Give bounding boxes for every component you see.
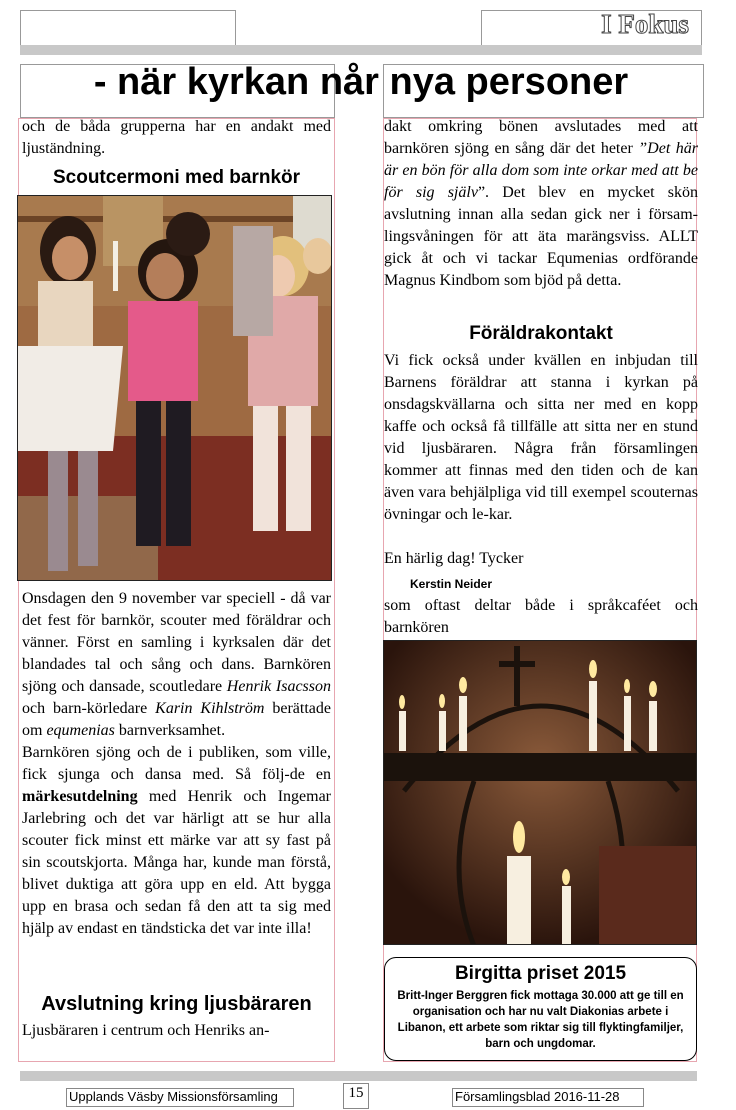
left-paragraph-2: Barnkören sjöng och de i publiken, som ville, fick sjunga och dansa med. Så följ-de en märkesutdelning med Henrik och Ingemar Jarlebring och det var härligt att se hur alla scouter fick minst ett märke var att sy fast på sin scoutskjorta. Många har, kunde man förstå, blivet duktiga att göra upp en eld. Att bygga upp en brasa och sedan få den att ta sig med hjälp av endast en tändsticka det var inte illa! xyxy=(22,744,331,937)
right-paragraph-2: Vi fick också under kvällen en inbjudan till Barnens föräldrar att stanna i kyrkan på onsdagskvällarna och sitta ner med en kopp kaffe och också få tillfälle att sitta ner en stund vid ljusbäraren. Några från församlingen kommer att finnas med den tiden och de kan även vara behjälpliga vid till exempel scouternas övningar och le-kar. xyxy=(384,352,698,523)
header-rule xyxy=(20,45,702,55)
footer-rule xyxy=(20,1071,697,1081)
right-paragraph-4: som oftast deltar både i språkcaféet och barnkören xyxy=(384,597,698,636)
right-paragraph-1: dakt omkring bönen avslutades med att barnkören sjöng en sång där det heter ”Det här är en bön för alla dom som inte orkar med att be för sig själv”. Det blev en mycket skön avslutning innan alla sedan gick ner i försam-lingsvåningen för att äta marängsviss. ALLT gick åt och vi tackar Equmenias ordförande Magnus Kindbom som bjöd på detta. xyxy=(384,118,699,289)
footer-congregation: Upplands Väsby Missionsförsamling xyxy=(66,1088,294,1107)
heading-closing: Avslutning kring ljusbäraren xyxy=(41,993,312,1015)
children-dancing-image xyxy=(18,196,332,581)
left-article-body xyxy=(22,588,331,940)
left-intro: och de båda grupperna har en andakt med ljuständning. xyxy=(22,118,331,157)
prize-text: Britt-Inger Berggren fick mottaga 30.000 att ge till en organisation och har nu valt Diakonias arbete i Libanon, ett arbete som riktar sig till flyktingfamiljer, barn och ungdomar. xyxy=(397,990,684,1050)
photo-children-choir xyxy=(17,195,332,581)
photo-candles xyxy=(383,640,697,945)
candle-holder-image xyxy=(384,641,697,945)
left-paragraph-1: Onsdagen den 9 november var speciell - då var det fest för barnkör, scouter med föräldrar och vänner. Först en samling i kyrksalen där det blandades tal och sång och dans. Barnkören sjöng och dansade, scoutledare Henrik Isacsson och barn-körledare Karin Kihlström berättade om equmenias barnverksamhet. xyxy=(22,590,331,739)
footer-issue: Församlingsblad 2016-11-28 xyxy=(452,1088,644,1107)
left-paragraph-3: Ljusbäraren i centrum och Henriks an- xyxy=(22,1022,270,1039)
right-paragraph-3: En härlig dag! Tycker xyxy=(384,550,524,567)
right-article-body xyxy=(384,116,698,292)
author-name: Kerstin Neider xyxy=(410,577,493,591)
page-title: - när kyrkan når nya personer xyxy=(93,61,629,103)
heading-scout-ceremony: Scoutcermoni med barnkör xyxy=(52,167,301,188)
prize-title: Birgitta priset 2015 xyxy=(454,963,627,984)
prize-box xyxy=(384,957,697,1061)
page-number: 15 xyxy=(343,1083,369,1109)
heading-parent-contact: Föräldrakontakt xyxy=(469,323,613,344)
section-label: I Fokus xyxy=(601,9,689,39)
